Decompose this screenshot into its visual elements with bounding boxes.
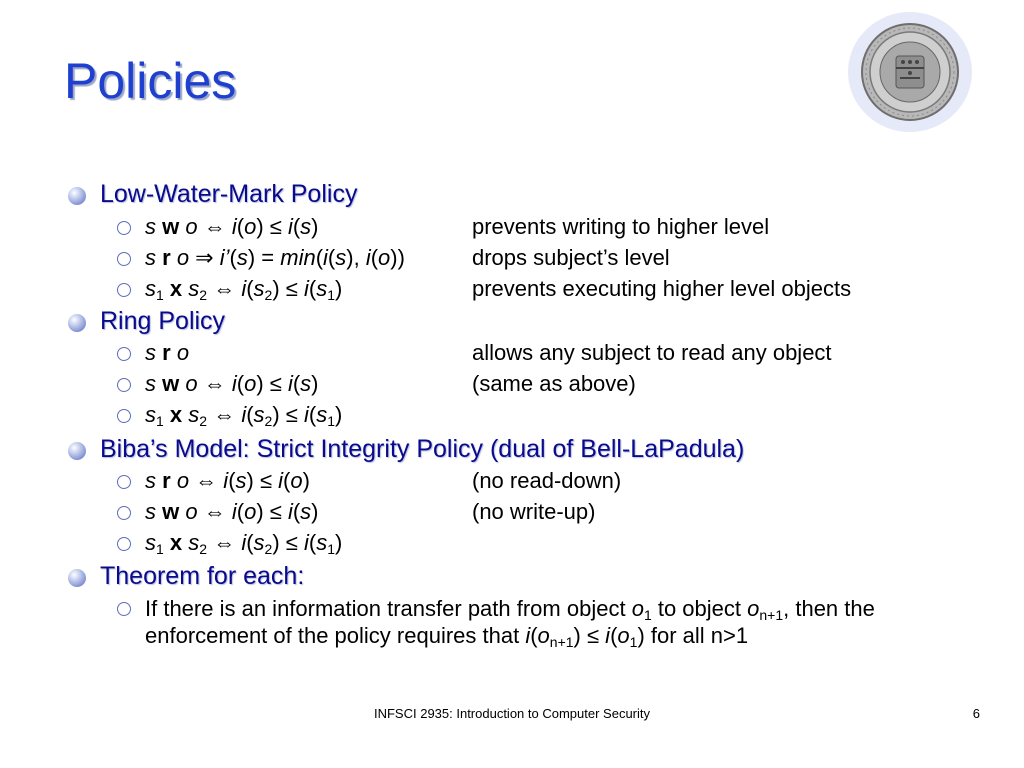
slide-title: Policies [64, 53, 237, 109]
bullet-icon [68, 187, 86, 205]
formula-description: (no read-down) [472, 468, 622, 493]
formula: $s_1$ x $s_2$ ⇔ $i(s_2) \le i(s_1)$ [145, 402, 343, 429]
formula: s r o [145, 340, 190, 365]
formula-description: (no write-up) [472, 499, 596, 524]
sub-bullet-icon [117, 221, 131, 235]
sub-bullet-icon [117, 378, 131, 392]
section-heading-low-water-mark: Low-Water-Mark Policy [100, 180, 358, 208]
theorem-text: If there is an information transfer path from object $o_1$ to object $o_{n+1}$, then the enforcement of the policy requires that $i(o_{n+1}) \le i(o_1)$ for all n>1 [145, 596, 875, 650]
formula: $s_1$ x $s_2$ ⇔ $i(s_2) \le i(s_1)$ [145, 276, 343, 303]
footer-course-title: INFSCI 2935: Introduction to Computer Security [373, 706, 650, 721]
bullet-icon [68, 569, 86, 587]
bullet-icon [68, 442, 86, 460]
sub-bullet-icon [117, 475, 131, 489]
sub-bullet-icon [117, 506, 131, 520]
formula-description: drops subject’s level [472, 245, 670, 270]
page-number: 6 [972, 706, 980, 721]
formula: s r o ⇒ i’(s) = min(i(s), i(o)) [145, 245, 405, 270]
section-heading-biba-model: Biba’s Model: Strict Integrity Policy (dual of Bell-LaPadula) [100, 435, 745, 463]
formula: s w o ⇔ i(o) ≤ i(s) [145, 371, 319, 396]
sub-bullet-icon [117, 252, 131, 266]
section-heading-theorem: Theorem for each: [100, 562, 305, 590]
sub-bullet-icon [117, 347, 131, 361]
formula: s r o ⇔ i(s) ≤ i(o) [145, 468, 310, 493]
formula-description: prevents executing higher level objects [472, 276, 852, 301]
university-seal-icon [846, 10, 974, 134]
bullet-icon [68, 314, 86, 332]
sub-bullet-icon [117, 602, 131, 616]
formula-description: prevents writing to higher level [472, 214, 770, 239]
sub-bullet-icon [117, 409, 131, 423]
formula-description: allows any subject to read any object [472, 340, 832, 365]
sub-bullet-icon [117, 283, 131, 297]
section-heading-ring-policy: Ring Policy [100, 307, 226, 335]
formula: s w o ⇔ i(o) ≤ i(s) [145, 499, 319, 524]
formula: $s_1$ x $s_2$ ⇔ $i(s_2) \le i(s_1)$ [145, 530, 343, 557]
sub-bullet-icon [117, 537, 131, 551]
formula: s w o ⇔ i(o) ≤ i(s) [145, 214, 319, 239]
formula-description: (same as above) [472, 371, 636, 396]
